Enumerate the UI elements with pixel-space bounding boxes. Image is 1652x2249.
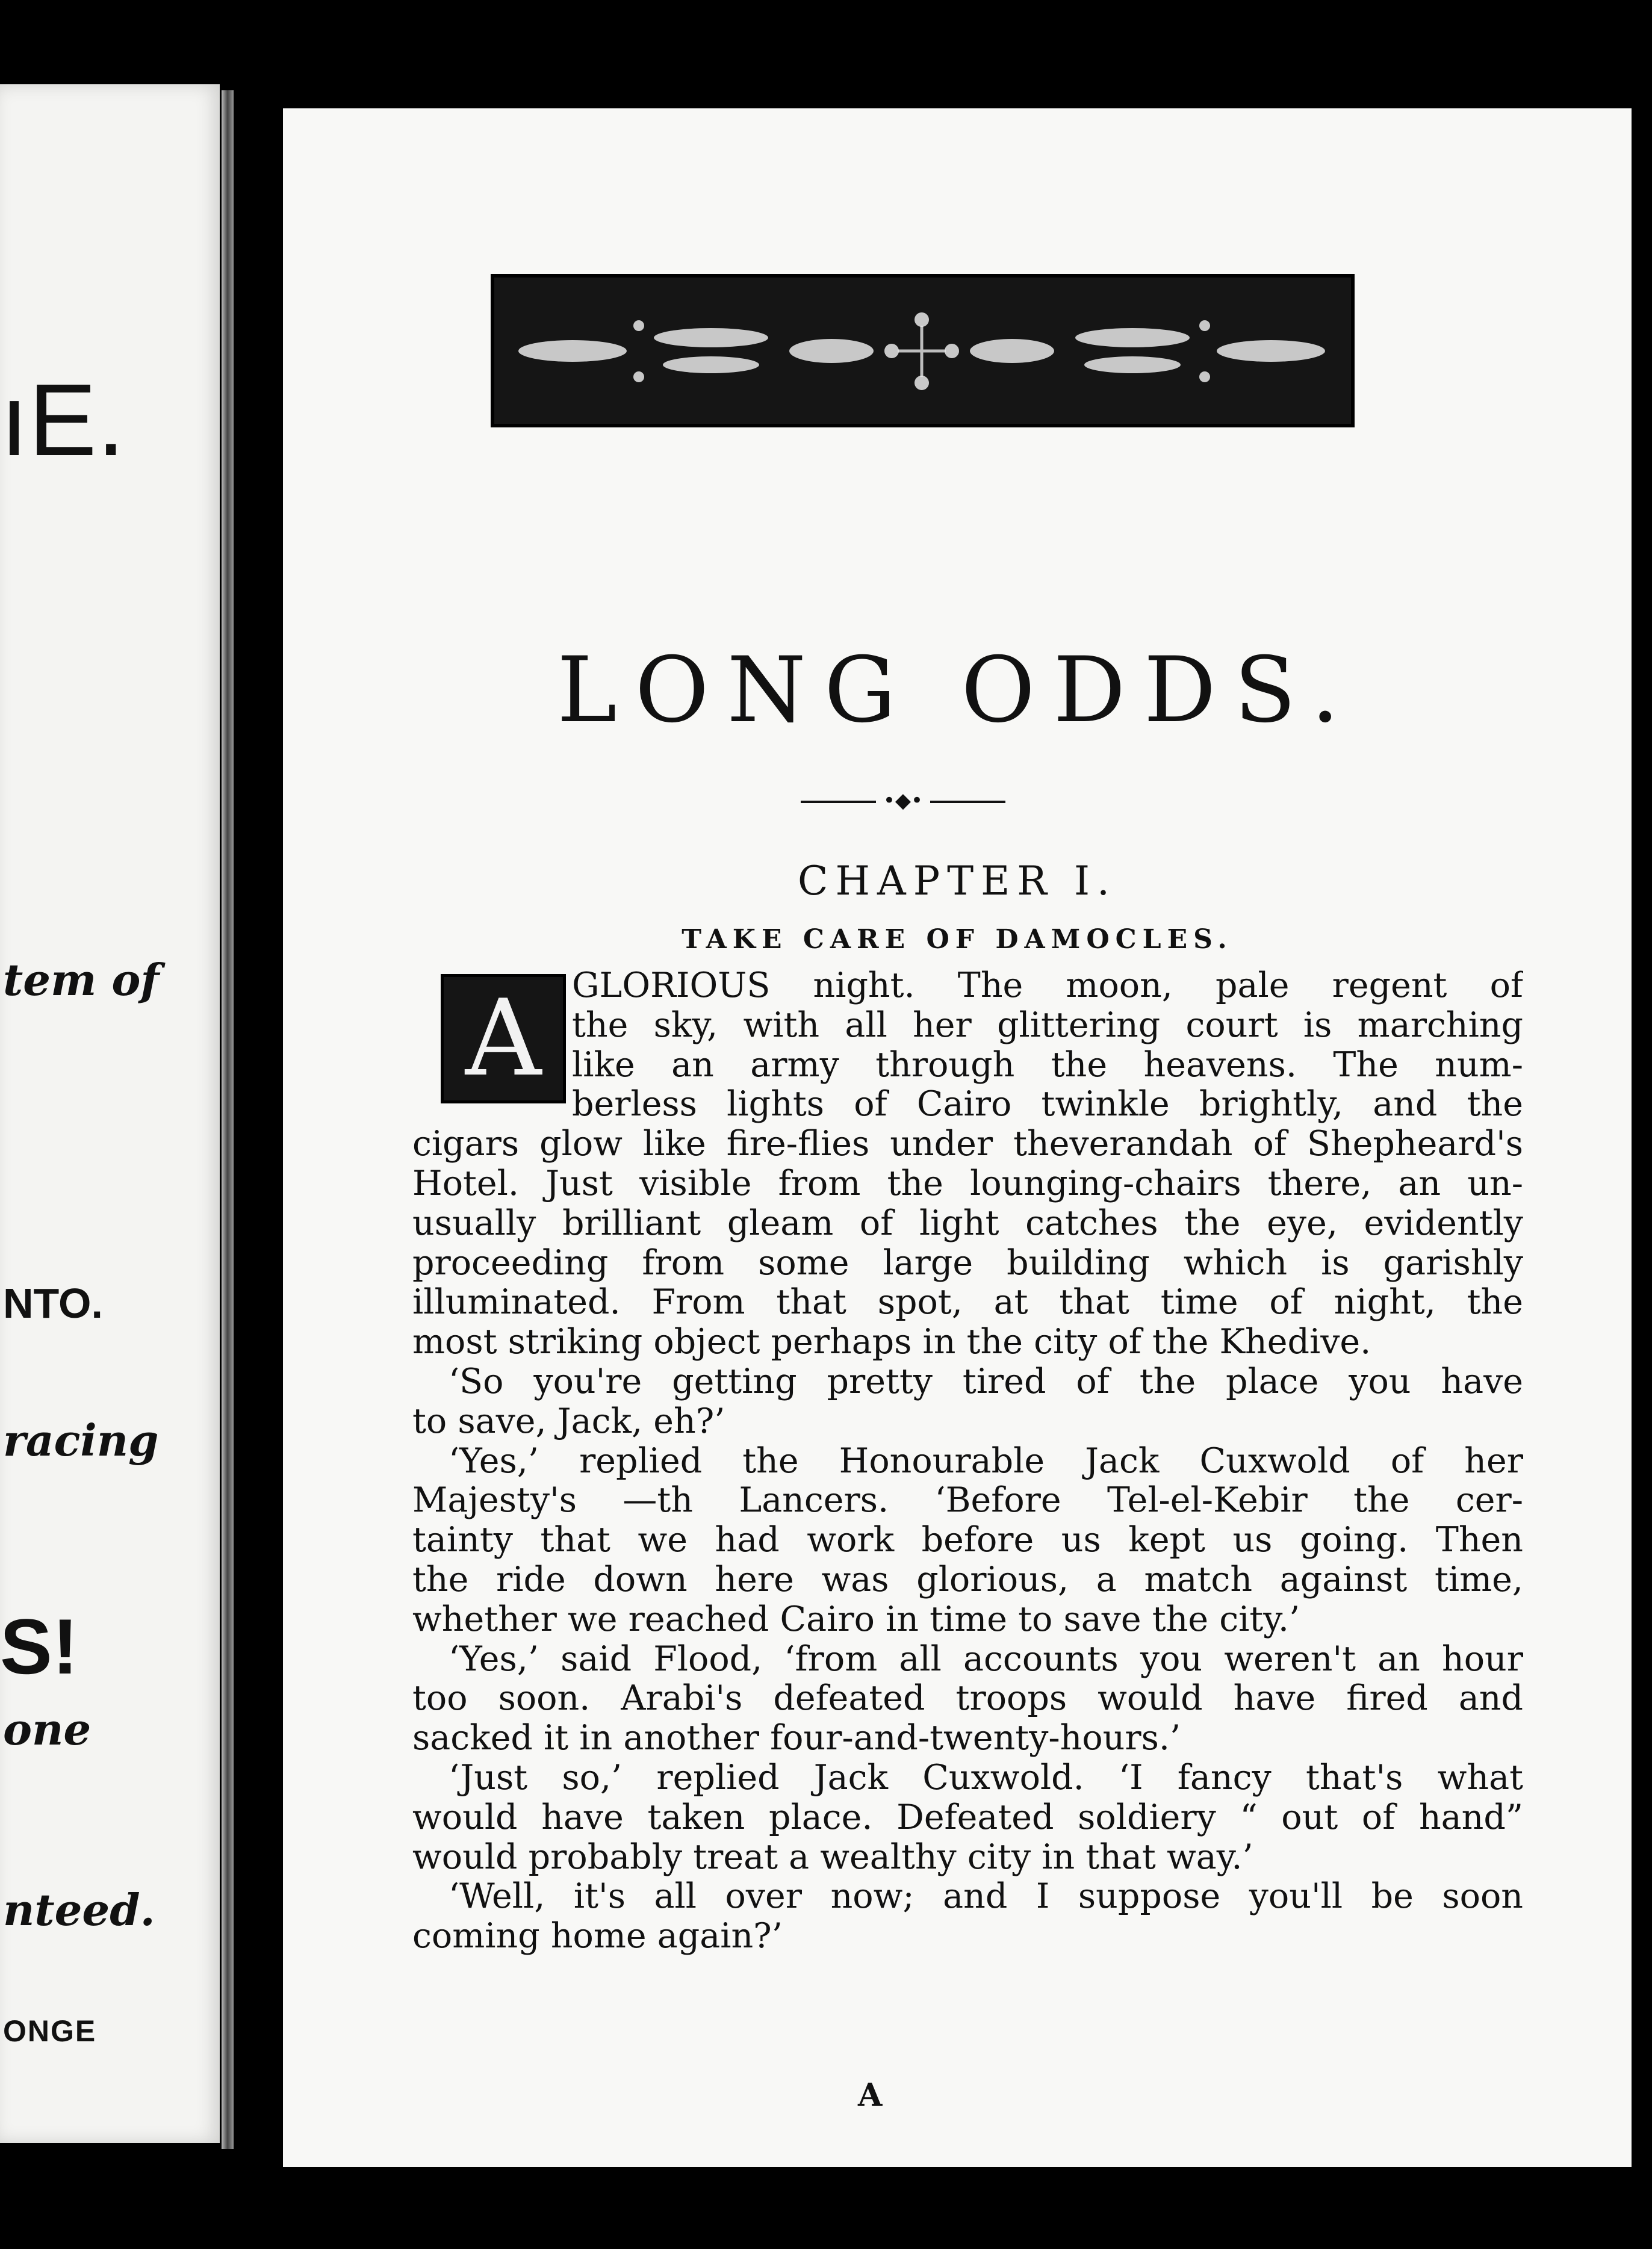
text-line: cigars glow like fire-flies under theverandah of Shepheard's	[412, 1124, 1523, 1164]
headpiece-ornament-icon	[494, 278, 1351, 424]
left-fragment-1: ıE.	[0, 363, 125, 477]
text-line: GLORIOUS night. The moon, pale regent of	[572, 966, 1523, 1005]
body-text	[412, 966, 1523, 1956]
text-line: ‘So you're getting pretty tired of the place you have	[449, 1362, 1523, 1401]
right-page	[283, 108, 1632, 2167]
text-line: Hotel. Just visible from the lounging-chairs there, an un-	[412, 1164, 1523, 1203]
text-line: would have taken place. Defeated soldiery “ out of hand”	[412, 1798, 1523, 1837]
text-line: ‘Yes,’ said Flood, ‘from all accounts you weren't an hour	[449, 1639, 1523, 1679]
left-fragment-6: one	[3, 1704, 92, 1755]
chapter-title: TAKE CARE OF DAMOCLES.	[682, 924, 1233, 955]
text-line: coming home again?’	[412, 1917, 783, 1956]
text-line: too soon. Arabi's defeated troops would have fired and	[412, 1679, 1523, 1719]
text-line: ‘Yes,’ replied the Honourable Jack Cuxwold of her	[449, 1441, 1523, 1481]
rule-ornament: •◆•	[876, 789, 930, 813]
text-line: to save, Jack, eh?’	[412, 1401, 725, 1441]
text-line: proceeding from some large building which is garishly	[412, 1243, 1523, 1283]
chapter-heading: CHAPTER I.	[797, 858, 1117, 904]
left-fragment-3: NTO.	[3, 1280, 103, 1327]
left-facing-page	[0, 84, 220, 2143]
text-line: usually brilliant gleam of light catches the eye, evidently	[412, 1203, 1523, 1243]
book-title: LONG ODDS.	[557, 638, 1358, 743]
text-line: Majesty's —th Lancers. ‘Before Tel-el-Kebir the cer-	[412, 1481, 1523, 1521]
left-fragment-4: racing	[3, 1415, 159, 1466]
decorative-headpiece	[491, 274, 1355, 427]
text-line: ‘Just so,’ replied Jack Cuxwold. ‘I fancy that's what	[449, 1758, 1523, 1798]
text-line: sacked it in another four-and-twenty-hours.’	[412, 1719, 1181, 1758]
text-line: the sky, with all her glittering court is marching	[572, 1005, 1523, 1045]
book-spine	[222, 90, 234, 2149]
text-line: would probably treat a wealthy city in that way.’	[412, 1837, 1253, 1877]
text-line: berless lights of Cairo twinkle brightly, and the	[572, 1085, 1523, 1124]
text-line: whether we reached Cairo in time to save the city.’	[412, 1599, 1300, 1639]
text-line: ‘Well, it's all over now; and I suppose you'll be soon	[449, 1877, 1523, 1917]
text-line: the ride down here was glorious, a match against time,	[412, 1560, 1523, 1599]
text-line: like an army through the heavens. The num-	[572, 1045, 1523, 1085]
text-line: illuminated. From that spot, at that time of night, the	[412, 1283, 1523, 1323]
left-fragment-7: nteed.	[3, 1884, 155, 1935]
left-fragment-8: ONGE	[3, 2014, 97, 2048]
text-line: most striking object perhaps in the city of the Khedive.	[412, 1323, 1371, 1362]
left-fragment-5: S!	[0, 1602, 78, 1690]
drop-cap: A	[441, 974, 566, 1103]
signature-mark: A	[858, 2077, 883, 2114]
left-fragment-2: tem of	[3, 954, 160, 1005]
text-line: tainty that we had work before us kept us going. Then	[412, 1521, 1523, 1560]
